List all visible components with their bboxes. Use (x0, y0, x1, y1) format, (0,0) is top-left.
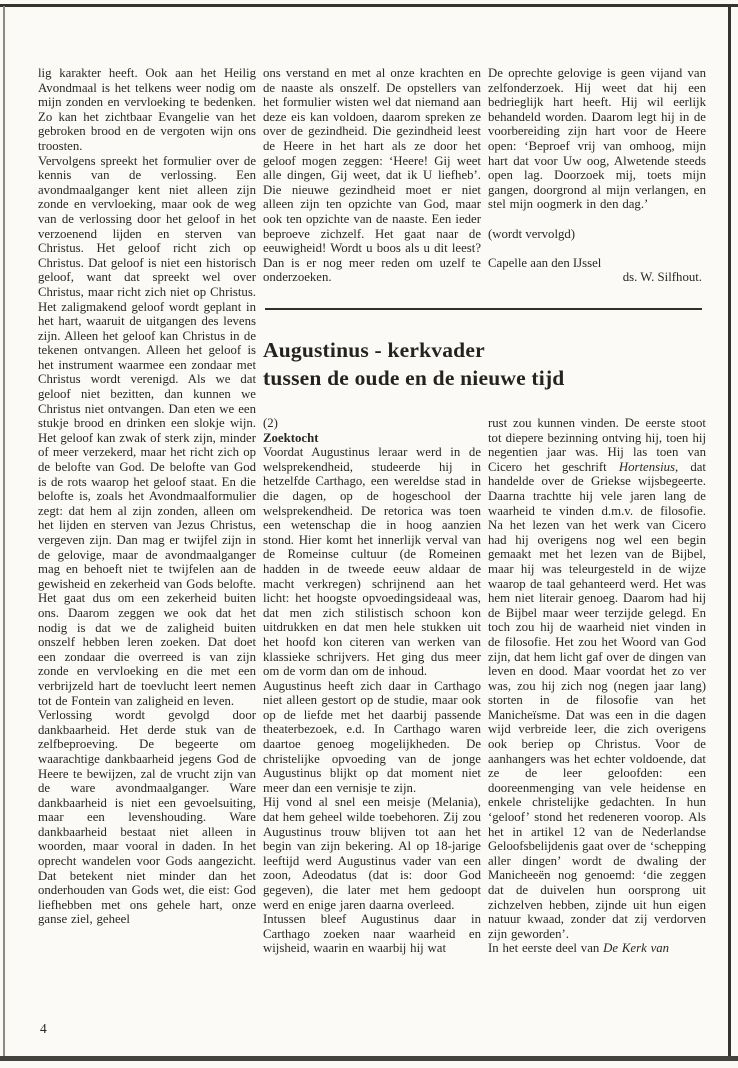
formulier-article-end (263, 66, 706, 300)
article-title-line1: Augustinus - kerkvader (263, 338, 485, 362)
body-paragraph: In het eerste deel van De Kerk van (488, 941, 670, 956)
body-paragraph: Augustinus heeft zich daar in Carthago niet alleen gestort op de studie, maar ook op de liefde met het daarbij passende theaterbezoek, e.d. In Carthago waren daartoe genoeg mogelijkheden. De christelijke opvoeding van de jonge Augustinus blijkt op dat moment niet meer dan een vernisje te zijn. (263, 678, 481, 795)
body-paragraph: Verlossing wordt gevolgd door dankbaarheid. Het derde stuk van de zelfbeproeving. De begeerte om waarachtige dankbaarheid jegens God de Heere te bewijzen, zal de vrucht zijn van de ware avondmaalganger. Ware dankbaarheid is niet een gevoelsuiting, maar een levenshouding. Ware dankbaarheid bestaat niet alleen in woorden, maar vooral in daden. In het oprecht wandelen voor Gods aangezicht. Dat betekent niet minder dan het onderhouden van Gods wet, die eist: God liefhebben met ons gehele hart, onze ganse ziel, geheel (38, 708, 256, 927)
body-paragraph: lig karakter heeft. Ook aan het Heilig Avondmaal is het telkens weer nodig om mijn zonden en vervloeking te bedenken. Zo kan het zichtbaar Evangelie van het gebroken brood en de vergoten wijn ons troosten. (38, 66, 256, 153)
page-edge-left (3, 6, 5, 1056)
signature-author: ds. W. Silfhout. (622, 270, 702, 285)
article-part-number: (2) (263, 416, 278, 430)
page-number: 4 (40, 1021, 47, 1036)
columns-middle-right (263, 66, 706, 956)
section-divider-rule (265, 308, 702, 310)
body-paragraph: ons verstand en met al onze krachten en de naaste als onszelf. De opstellers van het formulier wisten wel dat niemand aan deze eis kan voldoen, daarom spreken ze over de gezindheid. Die gezindheid leest de Heere in het hart als ze door het geloof mogen zeggen: ‘Heere! Gij weet alle dingen, Gij weet, dat ik U liefheb’. Die nieuwe gezindheid moet er niet alleen zijn ten opzichte van God, maar ook ten opzichte van de naaste. Een ieder beproeve zichzelf. Het gaat naar de eeuwigheid! Wordt u boos als u dit leest? Dan is er nog meer reden om uzelf te onderzoeken. (263, 66, 481, 285)
column-middle-top (263, 66, 481, 300)
column-right-top (488, 66, 706, 300)
body-paragraph: Intussen bleef Augustinus daar in Carthago zoeken naar waarheid en wijsheid, waarin en waarbij hij wat (263, 912, 481, 956)
article-title (263, 336, 706, 392)
page-edge-right (728, 6, 731, 1056)
right-top-paragraphs (488, 66, 706, 212)
article-middle-paragraphs (263, 445, 481, 956)
article-column-middle (263, 416, 481, 956)
page-edge-top (0, 4, 738, 7)
body-paragraph: Voordat Augustinus leraar werd in de welsprekendheid, studeerde hij in hetzelfde Carthago, een wereldse stad in die dagen, op de hogeschool der welsprekendheid. De retorica was toen een wetenschap die in hoog aanzien stond. Hier komt het innerlijk verval van de Romeinse cultuur (de Romeinen hadden in de tweede eeuw aldaar de macht verkregen) schrijnend aan het licht: het hoogste opvoedingsideaal was, dat men zich stilistisch schoon kon uitdrukken en dat men hele stukken uit het hoofd kon citeren van werken van klassieke schrijvers. Het ging dus meer om de vorm dan om de inhoud. (263, 445, 481, 679)
continued-note: (wordt vervolgd) (488, 226, 576, 241)
column-left (38, 66, 256, 956)
article-title-line2: tussen de oude en de nieuwe tijd (263, 366, 565, 390)
body-paragraph: rust zou kunnen vinden. De eerste stoot tot diepere bezinning ontving hij, toen hij negentien jaar was. Hij las toen van Cicero het geschrift Hortensius, dat handelde over de Griekse wijsbegeerte. Daarna trachtte hij vele jaren lang de waarheid te vinden d.m.v. de filosofie. Na het lezen van het werk van Cicero had hij overigens nog wel een begin gemaakt met het lezen van de Bijbel, maar hij was teleurgesteld in de wijze waarop de taal gehanteerd werd. Het was hem niet literair genoeg. Daarom had hij de Bijbel maar weer terzijde gelegd. En toch zou hij de waarheid niet vinden in de filosofie. Het zou het Woord van God zijn, dat hem licht gaf over de dingen van leven en dood. Maar voordat het zo ver was, zou hij zich nog (negen jaar lang) storten in de filosofie van het Manicheïsme. Dat was een in die dagen wijd verbreide leer, die zich overigens ook beriep op Christus. Voor de aanhangers was het echter voldoende, dat ze de leer geloofden: een dooreenmenging van vele heidense en enkele christelijke gedachten. In hun ‘geloof’ stond het redeneren voorop. Als het in artikel 12 van de Nederlandse Geloofsbelijdenis gaat over de ‘schepping aller dingen’ wordt de dwaling der Manicheeën nog genoemd: ‘die zeggen dat de duivelen hun oorsprong uit zichzelven hebben, zijnde uit hun eigen natuur kwaad, zonder dat zij verdorven zijn geworden’. (488, 416, 706, 941)
augustinus-article-body (263, 416, 706, 956)
article-section-heading: Zoektocht (263, 430, 319, 445)
page-content (38, 66, 706, 956)
body-paragraph: De oprechte gelovige is geen vijand van zelfonderzoek. Hij weet dat hij een bedrieglijk hart heeft. Hij wil eerlijk behandeld worden. Daarom legt hij in de voorbereiding zijn hart voor de Heere open: ‘Beproef vrij van omhoog, mijn hart dat voor Uw oog, Alwetende steeds open lag. Doorzoek mij, toets mijn gangen, doorgrond al mijn verlangen, en stel mijn oogmerk in den dag.’ (488, 66, 706, 212)
body-paragraph: Hij vond al snel een meisje (Melania), dat hem geheel wilde toebehoren. Zij zou Augustinus trouw blijven tot aan het begin van zijn bekering. Al op 18-jarige leeftijd werd Augustinus vader van een zoon, Adeodatus (dat is: door God gegeven), die later met hem gedoopt werd en enige jaren daarna overleed. (263, 795, 481, 912)
page-edge-bottom (0, 1056, 738, 1061)
article-column-right (488, 416, 706, 956)
signature-place: Capelle aan den IJssel (488, 255, 602, 270)
body-paragraph: Vervolgens spreekt het formulier over de kennis van de verlossing. Een avondmaalganger kent niet alleen zijn zonde en vervloeking, maar ook de weg van de verlossing door het geloof in het verzoenend lijden en sterven van Christus. Het geloof richt zich op Christus. Dat geloof is niet een historisch geloof, want dat spreekt wel over Christus, maar richt zich niet op Christus. Het zaligmakend geloof wordt geplant in het hart, waaruit de uitgangen des levens zijn. Alleen het geloof kan Christus in de tekenen ontvangen. Alleen het geloof is het instrument waarmee een zondaar met Christus wordt verenigd. Als we dat geloof niet bezitten, dan kunnen we Christus niet ontvangen. Dan eten we een stukje brood en drinken een slokje wijn. Het geloof kan zwak of sterk zijn, minder of meer verzekerd, maar het richt zich op de belofte van God. De belofte van God is de rots waarop het geloof staat. En die belofte is, zoals het Avondmaalformulier zegt: dat hem al zijn zonden, alleen om het lijden en sterven van Jezus Christus, vergeven zijn. Dan mag er twijfel zijn in de gelovige, maar de avondmaalganger mag en behoeft niet te twijfelen aan de gewisheid en zekerheid van Gods belofte. Het gaat dus om een zekerheid buiten ons. Daarom zeggen we ook dat het nodig is dat we de zaligheid buiten onszelf hebben leren zoeken. Dat doet een zondaar die overreed is van zijn zonde en vervloeking en die met een verbrijzeld hart de toevlucht leert nemen tot de Fontein van zaligheid en leven. (38, 153, 256, 708)
